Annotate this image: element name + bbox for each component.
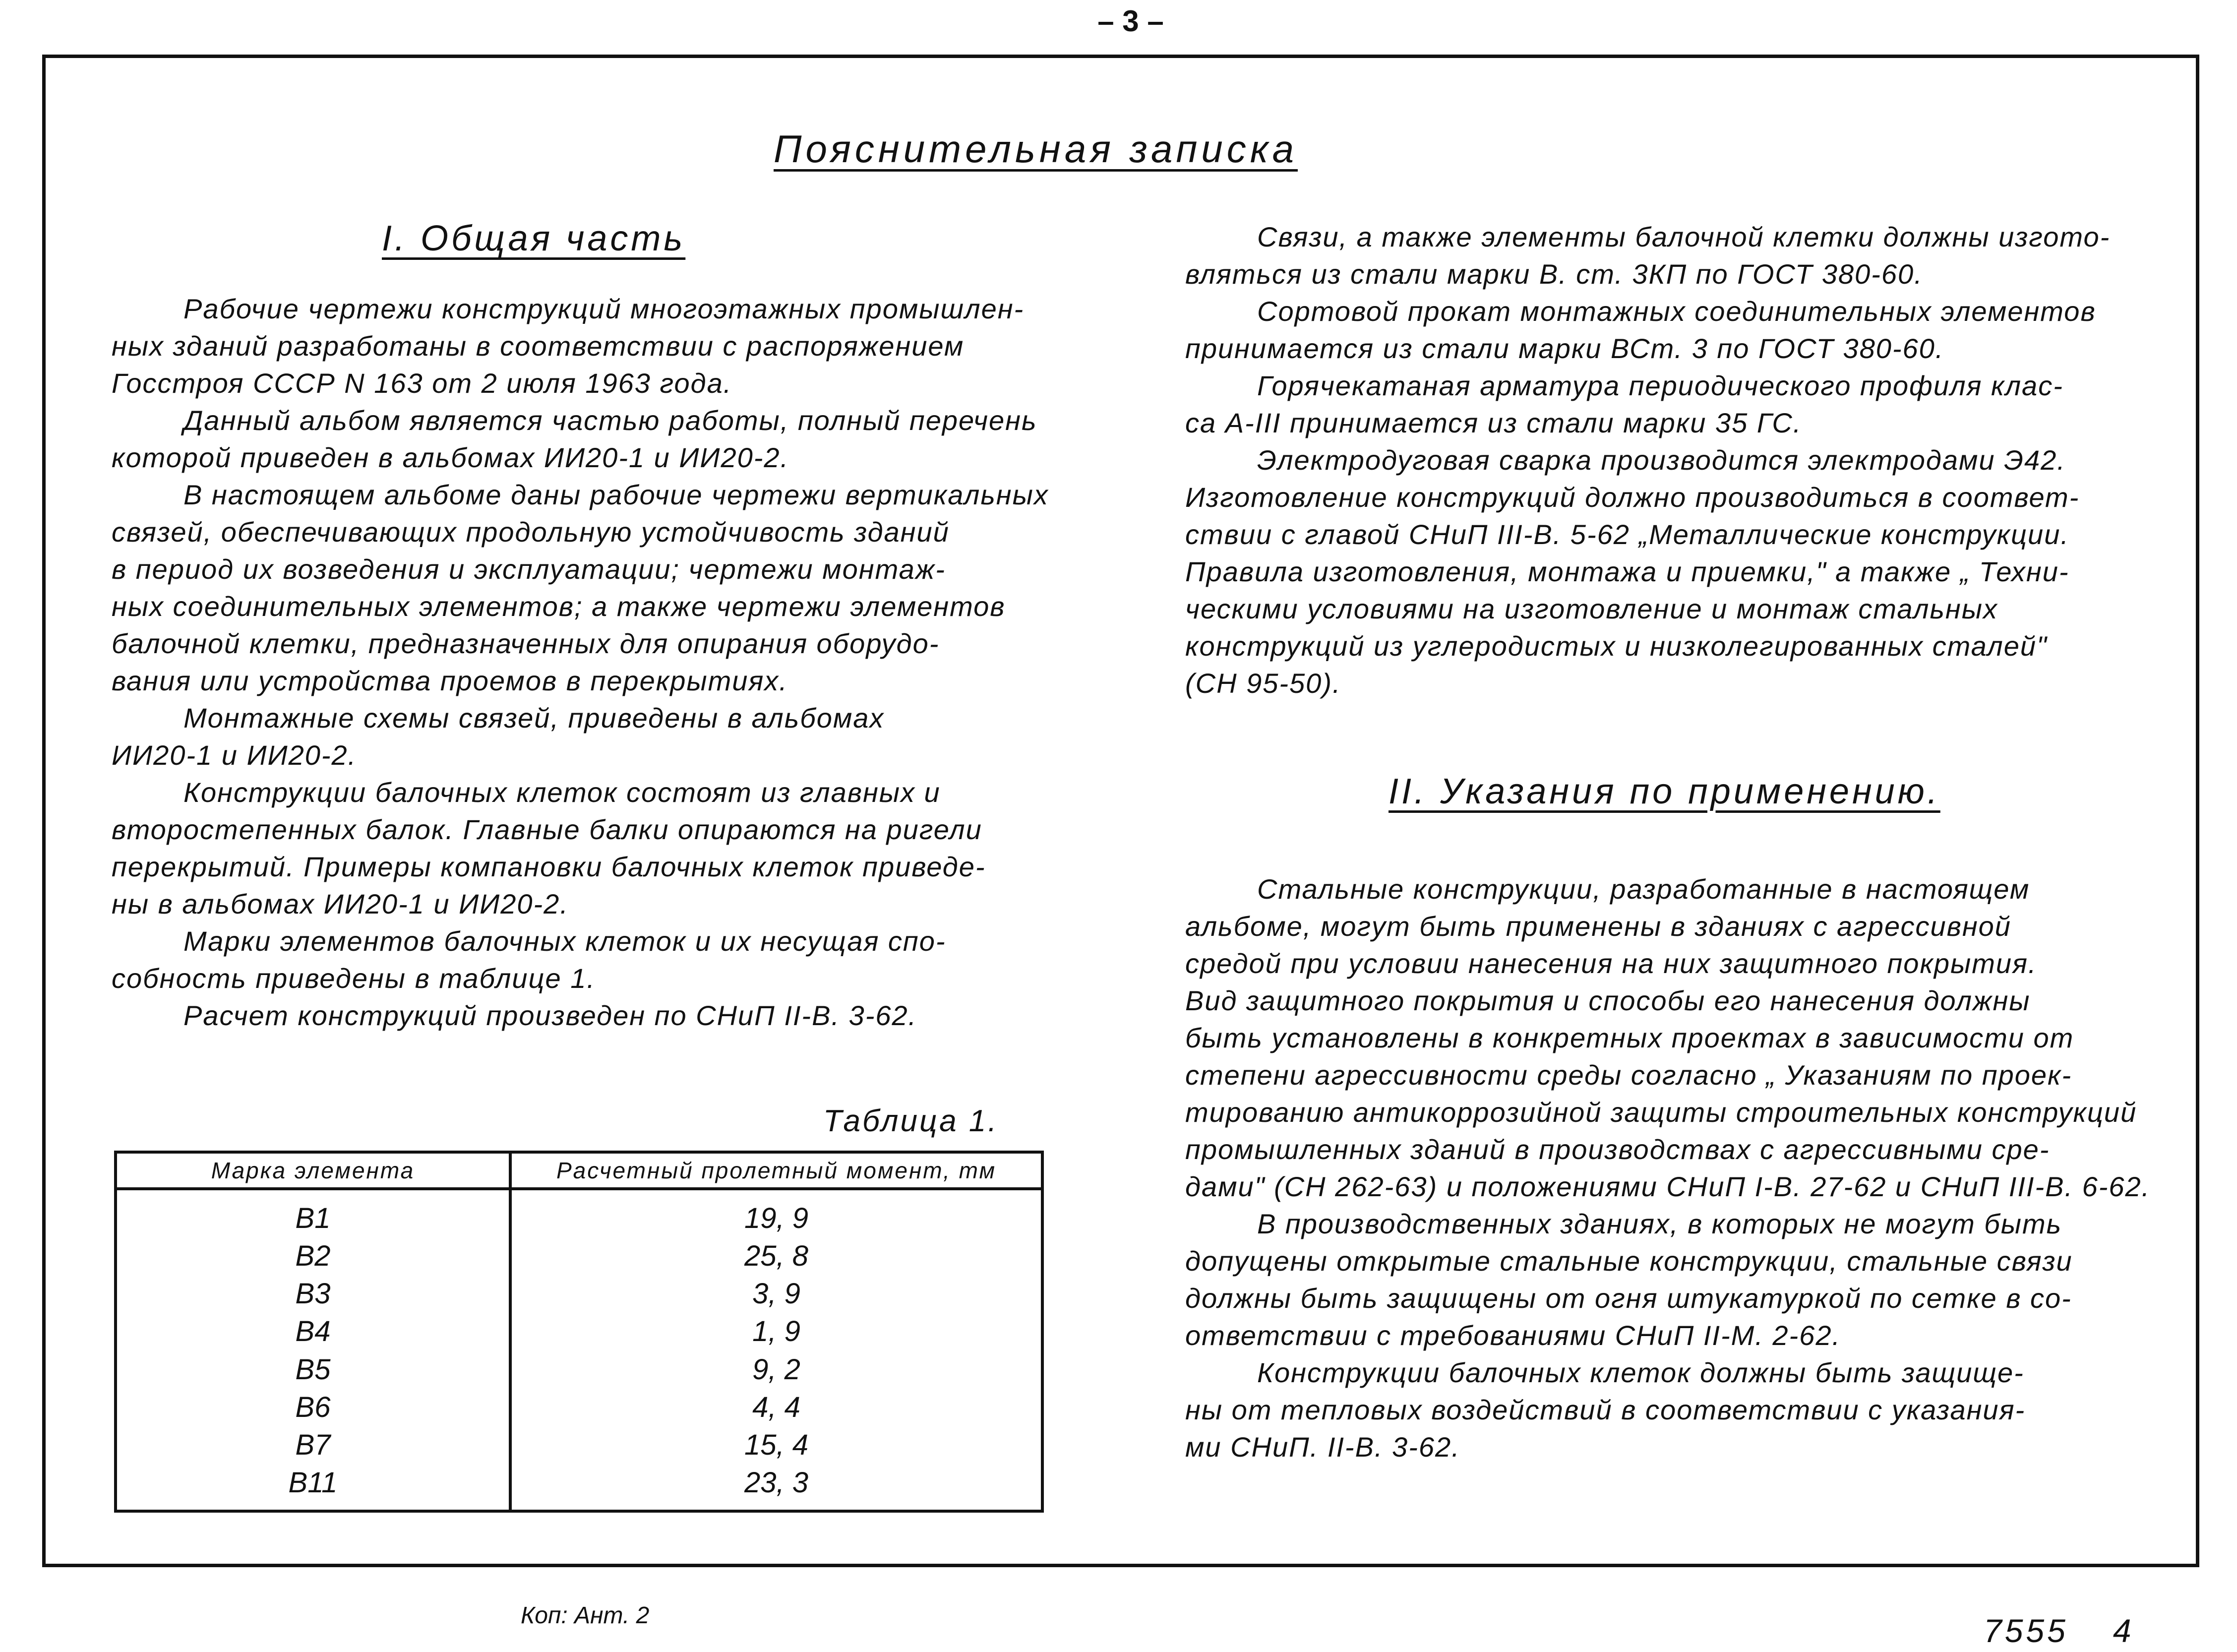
text-line: ны в альбомах ИИ20-1 и ИИ20-2.	[112, 888, 569, 919]
table-caption: Таблица 1.	[823, 1104, 999, 1138]
text-line: дами" (СН 262-63) и положениями СНиП I-В. 27-62 и СНиП III-В. 6-62.	[1185, 1171, 2151, 1202]
table-row	[116, 1350, 1042, 1388]
text-line: ми СНиП. II-В. 3-62.	[1185, 1431, 1460, 1463]
table-header-row	[116, 1152, 1042, 1189]
beam-moment-table	[114, 1151, 1044, 1513]
text-line: вания или устройства проемов в перекрытиях.	[112, 665, 788, 696]
right-column-text	[1185, 218, 2177, 702]
text-line: са А-III принимается из стали марки 35 ГС.	[1185, 407, 1802, 438]
text-line: Изготовление конструкций должно производиться в соответ-	[1185, 482, 2080, 513]
text-line: тированию антикоррозийной защиты строительных конструкций	[1185, 1097, 2137, 1128]
text-line: должны быть защищены от огня штукатуркой по сетке в со-	[1185, 1283, 2072, 1314]
text-line: Монтажные схемы связей, приведены в альбомах	[183, 702, 885, 734]
section-2-text	[1185, 870, 2177, 1466]
table-row	[116, 1275, 1042, 1313]
text-line: Электродуговая сварка производится электродами Э42.	[1257, 444, 2066, 476]
text-line: балочной клетки, предназначенных для опирания оборудо-	[112, 628, 940, 659]
text-line: собность приведены в таблице 1.	[112, 963, 596, 994]
section-2-title: II. Указания по применению.	[1389, 772, 1940, 811]
text-line: альбоме, могут быть применены в зданиях с агрессивной	[1185, 911, 2011, 942]
table-row	[116, 1237, 1042, 1275]
text-line: допущены открытые стальные конструкции, стальные связи	[1185, 1245, 2073, 1277]
page-number: – 3 –	[1097, 4, 1164, 38]
cell-element-mark: В11	[116, 1464, 510, 1511]
copy-note: Коп: Ант. 2	[521, 1602, 650, 1629]
cell-span-moment: 23, 3	[744, 1467, 808, 1499]
text-line: ны от тепловых воздействий в соответствии с указания-	[1185, 1394, 2026, 1425]
footer-numbers	[1984, 1612, 2134, 1650]
text-line: в период их возведения и эксплуатации; чертежи монтаж-	[112, 553, 946, 585]
text-line: Данный альбом является частью работы, полный перечень	[183, 405, 1037, 436]
text-line: которой приведен в альбомах ИИ20-1 и ИИ20-2.	[112, 442, 789, 473]
cell-span-moment: 3, 9	[752, 1278, 800, 1310]
section-1-title: I. Общая часть	[382, 219, 686, 258]
cell-element-mark: В1	[116, 1189, 510, 1237]
cell-span-moment: 9, 2	[752, 1353, 800, 1386]
text-line: перекрытий. Примеры компановки балочных клеток приведе-	[112, 851, 986, 882]
table-header-moment: Расчетный пролетный момент, тм	[510, 1152, 1042, 1189]
text-line: средой при условии нанесения на них защитного покрытия.	[1185, 948, 2037, 979]
document-title: Пояснительная записка	[774, 127, 1298, 171]
text-line: второстепенных балок. Главные балки опираются на ригели	[112, 814, 982, 845]
table-row	[116, 1464, 1042, 1511]
text-line: Конструкции балочных клеток должны быть защище-	[1257, 1357, 2024, 1388]
text-line: Горячекатаная арматура периодического профиля клас-	[1257, 370, 2063, 401]
text-line: Конструкции балочных клеток состоят из главных и	[183, 777, 941, 808]
text-line: промышленных зданий в производствах с агрессивными сре-	[1185, 1134, 2050, 1165]
text-line: Связи, а также элементы балочной клетки должны изгото-	[1257, 221, 2111, 252]
text-line: Сортовой прокат монтажных соединительных элементов	[1257, 296, 2096, 327]
text-line: В производственных зданиях, в которых не могут быть	[1257, 1208, 2062, 1239]
table-row	[116, 1388, 1042, 1426]
section-1-text	[112, 290, 1103, 1034]
cell-element-mark: В4	[116, 1313, 510, 1350]
text-line: принимается из стали марки ВСт. 3 по ГОСТ 380-60.	[1185, 333, 1944, 364]
cell-element-mark: В6	[116, 1388, 510, 1426]
cell-element-mark: В2	[116, 1237, 510, 1275]
text-line: ответствии с требованиями СНиП II-М. 2-62.	[1185, 1320, 1841, 1351]
text-line: Вид защитного покрытия и способы его нанесения должны	[1185, 985, 2031, 1016]
text-line: ных зданий разработаны в соответствии с распоряжением	[112, 330, 965, 362]
text-line: ческими условиями на изготовление и монтаж стальных	[1185, 593, 1998, 624]
sheet-number: 4	[2113, 1612, 2134, 1649]
cell-span-moment: 25, 8	[744, 1239, 808, 1272]
text-line: Марки элементов балочных клеток и их несущая спо-	[183, 925, 946, 957]
text-line: степени агрессивности среды согласно „ Указаниям по проек-	[1185, 1059, 2072, 1091]
text-line: ИИ20-1 и ИИ20-2.	[112, 739, 357, 771]
text-line: Стальные конструкции, разработанные в настоящем	[1257, 873, 2030, 905]
text-line: связей, обеспечивающих продольную устойчивость зданий	[112, 516, 950, 548]
cell-span-moment: 1, 9	[752, 1315, 800, 1348]
text-line: Госстроя СССР N 163 от 2 июля 1963 года.	[112, 367, 732, 399]
text-line: Рабочие чертежи конструкций многоэтажных промышлен-	[183, 293, 1025, 324]
table-header-mark: Марка элемента	[116, 1152, 510, 1189]
text-line: Правила изготовления, монтажа и приемки," а также „ Техни-	[1185, 556, 2069, 587]
table-row	[116, 1189, 1042, 1237]
text-line: быть установлены в конкретных проектах в зависимости от	[1185, 1022, 2074, 1053]
table-row	[116, 1426, 1042, 1464]
text-line: Расчет конструкций произведен по СНиП II-В. 3-62.	[183, 1000, 917, 1031]
text-line: ствии с главой СНиП III-В. 5-62 „Металлические конструкции.	[1185, 519, 2069, 550]
cell-element-mark: В7	[116, 1426, 510, 1464]
cell-span-moment: 19, 9	[744, 1202, 808, 1234]
text-line: конструкций из углеродистых и низколегированных сталей"	[1185, 630, 2048, 662]
table-body	[116, 1189, 1042, 1511]
cell-element-mark: В5	[116, 1350, 510, 1388]
album-number: 7555	[1984, 1612, 2068, 1649]
text-line: вляться из стали марки В. ст. 3КП по ГОСТ 380-60.	[1185, 258, 1923, 290]
text-line: ных соединительных элементов; а также чертежи элементов	[112, 591, 1006, 622]
table-row	[116, 1313, 1042, 1350]
cell-span-moment: 4, 4	[752, 1391, 800, 1423]
text-line: (СН 95-50).	[1185, 668, 1341, 699]
cell-element-mark: В3	[116, 1275, 510, 1313]
cell-span-moment: 15, 4	[744, 1429, 808, 1462]
text-line: В настоящем альбоме даны рабочие чертежи вертикальных	[183, 479, 1049, 510]
